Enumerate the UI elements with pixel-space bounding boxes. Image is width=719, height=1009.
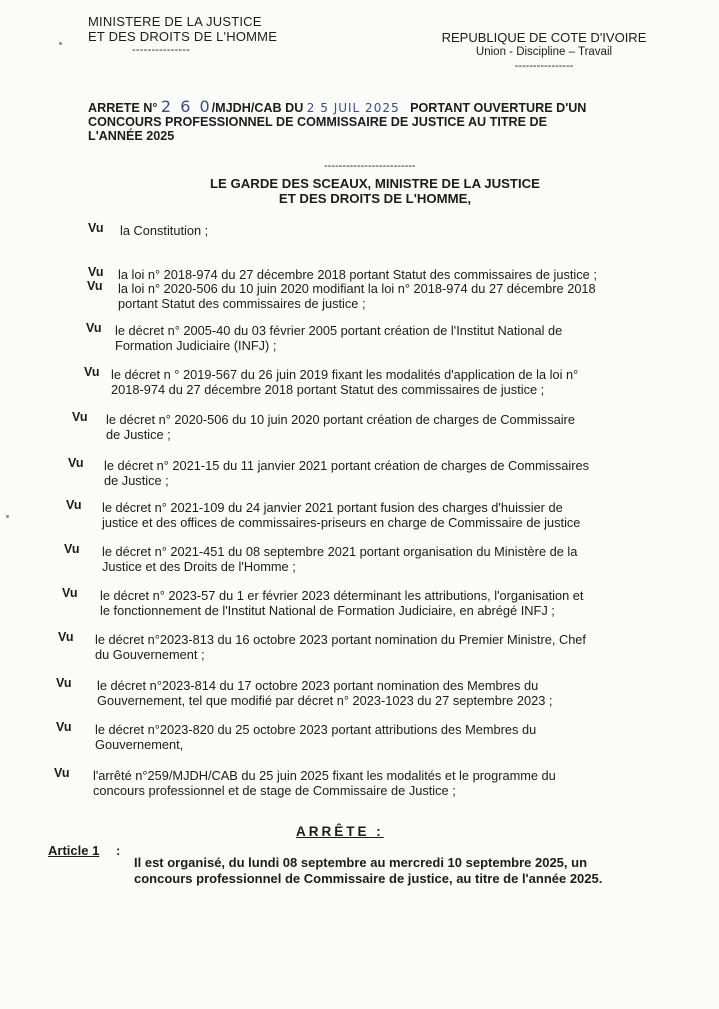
vu-text [111,367,651,397]
decree-number-stamp: 2 6 0 [160,97,212,116]
article-1-text-c: au mercredi 10 septembre 2025, un concours professionnel de Commissaire de justice, au titre de l'année 2025. [134,855,603,886]
vu-label: Vu [68,456,84,470]
vu-text-line-2: le fonctionnement de l'Institut National de Formation Judiciaire, en abrégé INFJ ; [100,603,555,618]
vu-label: Vu [88,221,104,235]
arrete-heading: ARRÊTE : [296,824,384,839]
vu-text [97,678,637,708]
decree-date-stamp: 2 5 JUIL 2025 [306,101,400,115]
vu-text-line-2: de Justice ; [104,473,169,488]
vu-text [120,223,660,238]
scan-speck [59,42,62,45]
minister-heading [160,176,590,206]
ministry-line-1: MINISTERE DE LA JUSTICE [88,14,262,29]
article-1-text [134,855,626,886]
vu-text-line-2: de Justice ; [106,427,171,442]
vu-label: Vu [56,676,72,690]
vu-text-line-2: justice et des offices de commissaires-priseurs en charge de Commissaire de justice [102,515,581,530]
vu-text-line-2: du Gouvernement ; [95,647,205,662]
vu-text-line-1: le décret n° 2021-15 du 11 janvier 2021 portant création de charges de Commissaires [104,458,590,473]
vu-text-line-2: Gouvernement, tel que modifié par décret n° 2023-1023 du 27 septembre 2023 ; [97,693,553,708]
vu-label: Vu [86,321,102,335]
vu-text-line-1: le décret n°2023-814 du 17 octobre 2023 portant nomination des Membres du [97,678,539,693]
title-separator: ------------------------- [324,160,416,172]
vu-text-line-2: Gouvernement, [95,737,184,752]
vu-text-line-2: concours professionnel et de stage de Commissaire de Justice ; [93,783,456,798]
decree-title [88,97,666,143]
republic-header [434,30,654,72]
vu-label: Vu [66,498,82,512]
decree-reference: /MJDH/CAB DU [211,101,304,115]
minister-heading-line-2: ET DES DROITS DE L'HOMME, [278,191,472,206]
vu-text-line-1: l'arrêté n°259/MJDH/CAB du 25 juin 2025 fixant les modalités et le programme du [93,768,556,783]
vu-label: Vu [62,586,78,600]
article-1-text-b: lundi 08 septembre [248,855,367,870]
decree-title-rest: PORTANT OUVERTURE D'UN [410,101,587,115]
republic-motto: Union - Discipline – Travail [475,46,613,58]
vu-text [95,722,635,752]
vu-text-line-1: le décret n°2023-813 du 16 octobre 2023 portant nomination du Premier Ministre, Chef [95,632,586,647]
article-1-colon: : [116,843,121,858]
vu-text [104,458,644,488]
vu-text [93,768,633,798]
decree-title-line-2: CONCOURS PROFESSIONNEL DE COMMISSAIRE DE JUSTICE AU TITRE DE [88,115,548,129]
vu-text-line-1: le décret n° 2023-57 du 1 er février 2023 déterminant les attributions, l'organisation et [100,588,584,603]
vu-text-line-1: le décret n° 2021-451 du 08 septembre 2021 portant organisation du Ministère de la [102,544,578,559]
vu-text-line-1: le décret n°2023-820 du 25 octobre 2023 portant attributions des Membres du [95,722,537,737]
decree-title-line-1 [88,97,666,116]
vu-label: Vu [72,410,88,424]
vu-text [118,267,658,282]
article-1-text-a: Il est organisé, du [134,855,249,870]
vu-text [100,588,640,618]
vu-text-line-1: le décret n° 2020-506 du 10 juin 2020 portant création de charges de Commissaire [106,412,575,427]
vu-text [118,281,658,311]
vu-text-line-1: la Constitution ; [120,223,209,238]
vu-label: Vu [88,265,104,279]
vu-label: Vu [87,279,103,293]
vu-text-line-1: le décret n ° 2019-567 du 26 juin 2019 fixant les modalités d'application de la loi n° [111,367,579,382]
minister-heading-line-1: LE GARDE DES SCEAUX, MINISTRE DE LA JUSTICE [210,176,540,191]
decree-prefix: ARRETE N° [88,101,158,115]
republic-separator: ---------------- [514,60,574,72]
vu-label: Vu [56,720,72,734]
vu-label: Vu [54,766,70,780]
vu-text-line-2: 2018-974 du 27 décembre 2018 portant Statut des commissaires de justice ; [111,382,545,397]
ministry-separator: --------------- [132,44,190,56]
ministry-header [88,14,277,56]
vu-text-line-1: le décret n° 2005-40 du 03 février 2005 portant création de l'Institut National de [115,323,563,338]
article-1-label: Article 1 [48,843,100,858]
ministry-line-2: ET DES DROITS DE L'HOMME [88,29,278,44]
vu-text-line-2: Justice et des Droits de l'Homme ; [102,559,296,574]
vu-text [95,632,635,662]
vu-text-line-2: Formation Judiciaire (INFJ) ; [115,338,277,353]
scan-speck [6,515,9,518]
vu-text [102,544,642,574]
vu-label: Vu [64,542,80,556]
vu-text-line-2: portant Statut des commissaires de justice ; [118,296,366,311]
vu-text-line-1: le décret n° 2021-109 du 24 janvier 2021 portant fusion des charges d'huissier de [102,500,563,515]
republic-name: REPUBLIQUE DE COTE D'IVOIRE [441,30,647,45]
vu-text-line-1: la loi n° 2020-506 du 10 juin 2020 modifiant la loi n° 2018-974 du 27 décembre 2018 [118,281,596,296]
vu-text-line-1: la loi n° 2018-974 du 27 décembre 2018 portant Statut des commissaires de justice ; [118,267,597,282]
vu-label: Vu [84,365,100,379]
vu-text [106,412,646,442]
vu-label: Vu [58,630,74,644]
decree-title-line-3: L'ANNÉE 2025 [88,129,175,143]
vu-text [115,323,655,353]
vu-text [102,500,642,530]
